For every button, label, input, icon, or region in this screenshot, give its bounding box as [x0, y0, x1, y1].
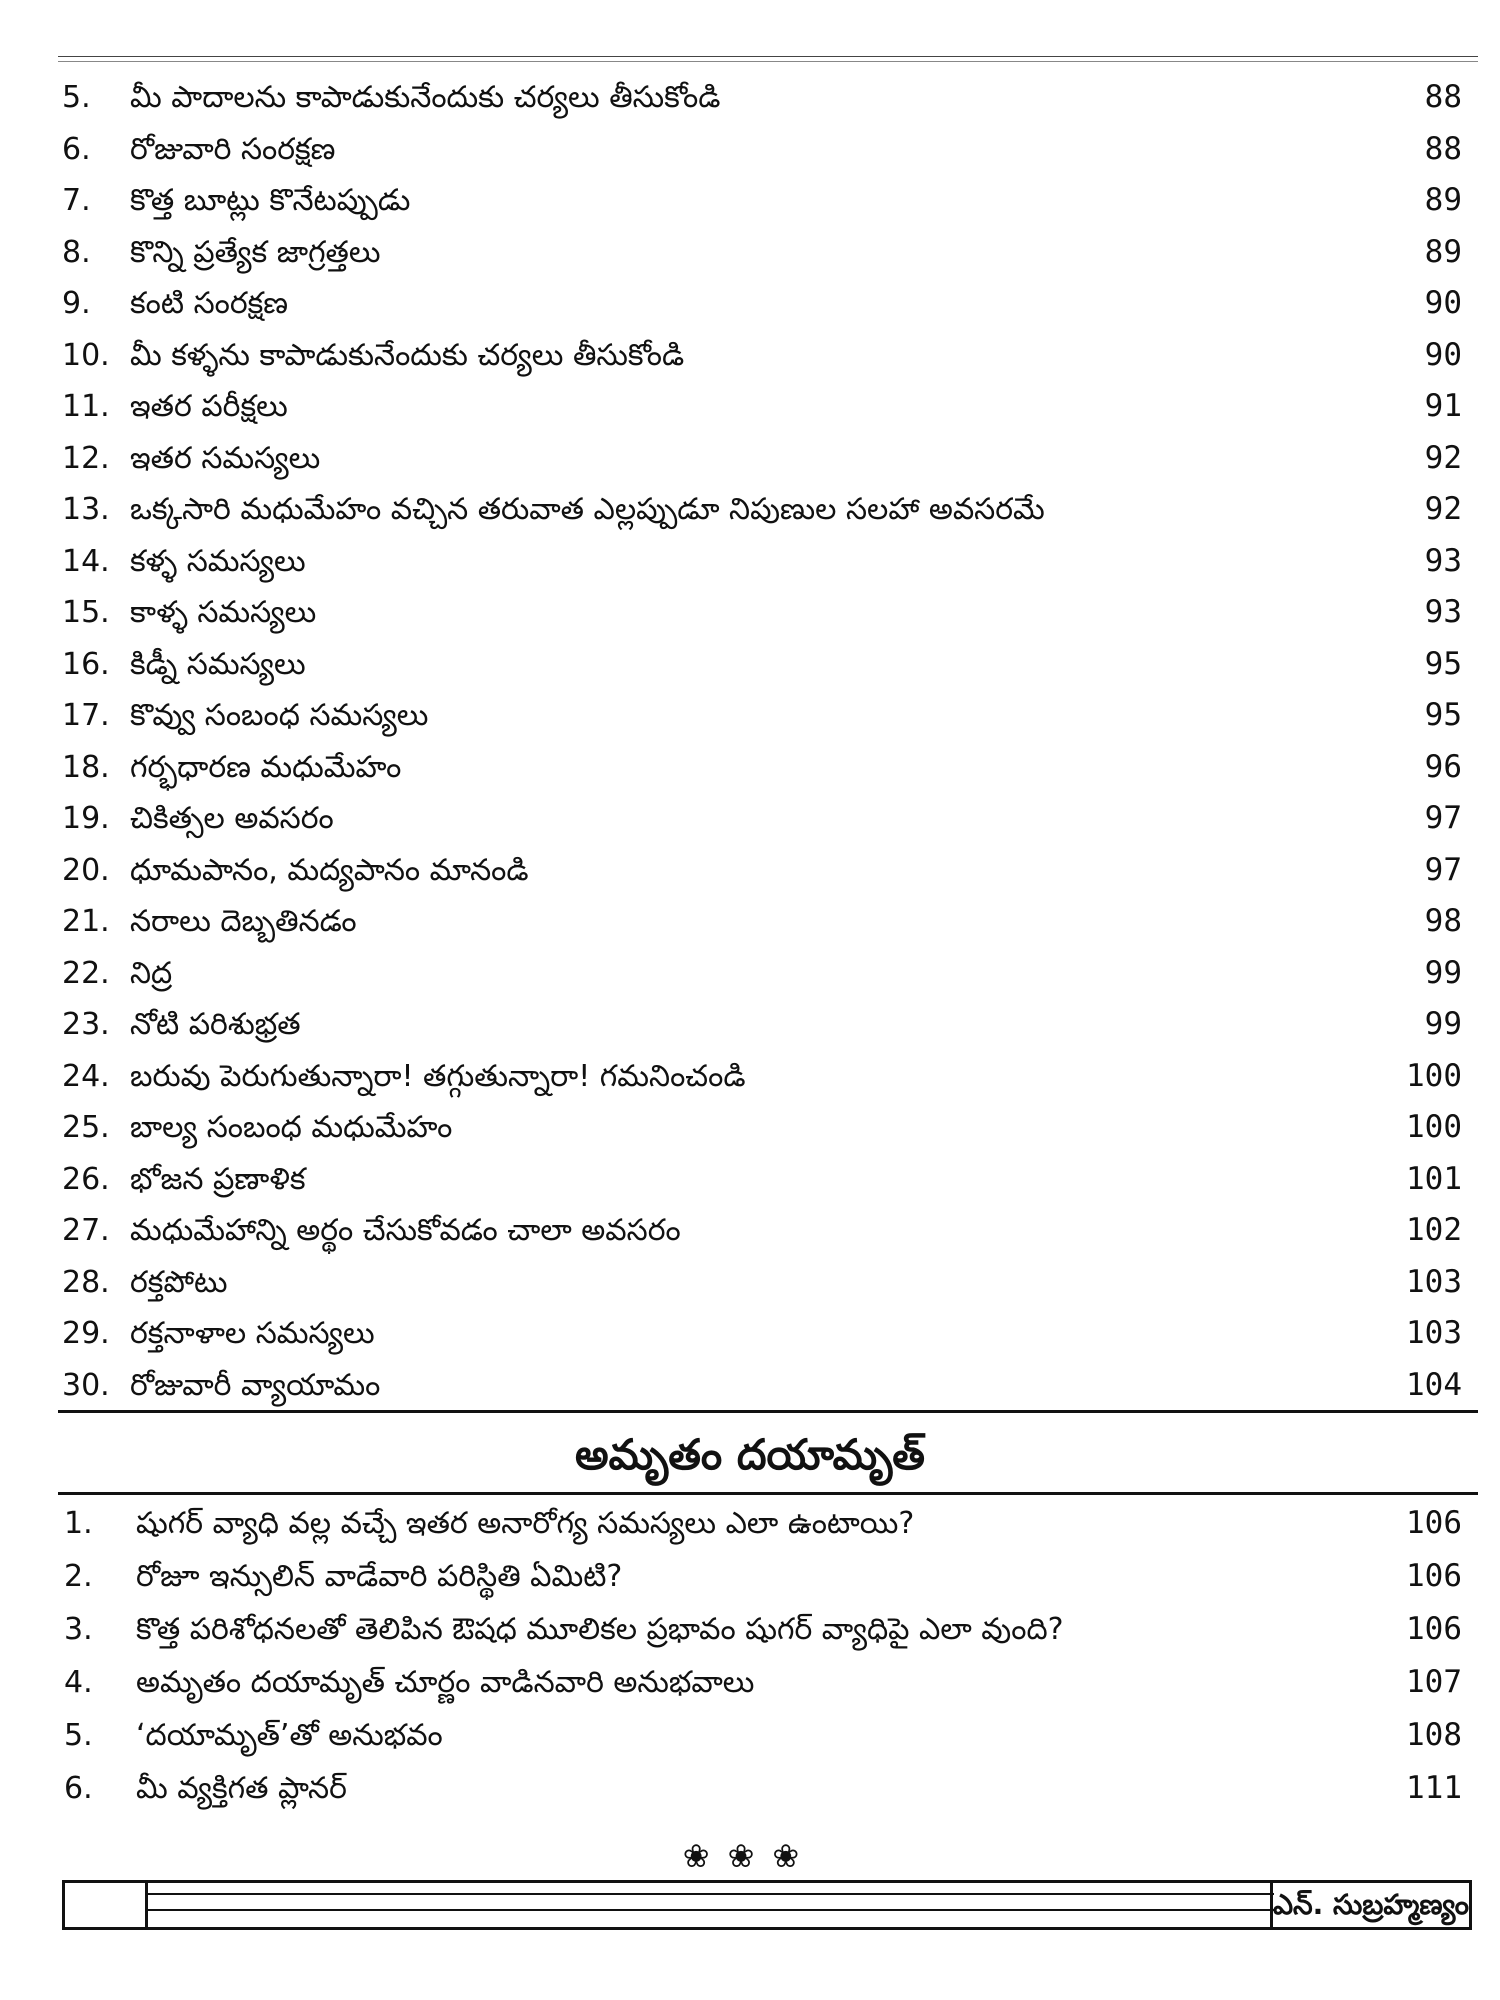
section-row: [58, 1656, 1468, 1709]
item-number: 28.: [62, 1264, 110, 1300]
item-page: 101: [1406, 1160, 1462, 1197]
item-number: 12.: [62, 440, 110, 476]
item-number: 5.: [64, 1718, 93, 1753]
item-title: కళ్ళ సమస్యలు: [130, 543, 306, 579]
item-title: చికిత్సల అవసరం: [130, 801, 334, 836]
item-number: 17.: [62, 698, 110, 733]
section-row: [58, 1603, 1468, 1656]
item-page: 100: [1406, 1109, 1462, 1145]
item-page: 103: [1406, 1315, 1462, 1351]
top-rule: [58, 56, 1478, 57]
item-page: 106: [1406, 1558, 1462, 1594]
item-title: మీ వ్యక్తిగత ప్లానర్: [136, 1771, 347, 1806]
author-name: ఎన్. సుబ్రహ్మణ్యం: [1270, 1883, 1469, 1927]
item-title: బరువు పెరుగుతున్నారా! తగ్గుతున్నారా! గమనించండి: [130, 1058, 746, 1094]
item-title: మీ పాదాలను కాపాడుకునేందుకు చర్యలు తీసుకోండి: [130, 80, 721, 115]
contents-row: [58, 948, 1468, 1000]
item-number: 10.: [62, 337, 110, 373]
item-page: 111: [1406, 1770, 1462, 1806]
item-number: 7.: [62, 183, 91, 218]
item-page: 92: [1424, 491, 1462, 527]
contents-row: [58, 536, 1468, 588]
item-page: 106: [1406, 1505, 1462, 1541]
item-title: నరాలు దెబ్బతినడం: [130, 904, 357, 939]
item-page: 88: [1424, 130, 1462, 167]
item-number: 6.: [62, 131, 91, 167]
item-number: 22.: [62, 955, 110, 991]
item-title: అమృతం దయామృత్ చూర్ణం వాడినవారి అనుభవాలు: [136, 1665, 755, 1700]
item-title: మీ కళ్ళను కాపాడుకునేందుకు చర్యలు తీసుకోండి: [130, 337, 685, 373]
item-title: గర్భధారణ మధుమేహం: [130, 749, 402, 785]
contents-row: [58, 227, 1468, 279]
item-page: 99: [1424, 954, 1462, 991]
item-number: 11.: [62, 389, 110, 424]
contents-row: [58, 278, 1468, 330]
item-page: 89: [1424, 233, 1462, 270]
item-number: 19.: [62, 801, 110, 836]
contents-row: [58, 1205, 1468, 1257]
item-number: 1.: [64, 1506, 93, 1541]
item-number: 6.: [64, 1771, 93, 1806]
item-number: 23.: [62, 1007, 110, 1042]
contents-row: [58, 1308, 1468, 1360]
item-title: కంటి సంరక్షణ: [130, 286, 289, 321]
contents-row: [58, 433, 1468, 485]
item-page: 89: [1424, 182, 1462, 218]
item-title: రక్తపోటు: [130, 1264, 228, 1300]
item-title: రోజూ ఇన్సులిన్ వాడేవారి పరిస్థితి ఏమిటి?: [136, 1559, 623, 1594]
item-page: 96: [1424, 748, 1462, 785]
item-title: రక్తనాళాల సమస్యలు: [130, 1316, 375, 1351]
footer-rule: [148, 1893, 1274, 1895]
item-number: 16.: [62, 646, 110, 682]
flower-ornament-icon: ❀❀❀: [682, 1837, 818, 1875]
item-title: కొత్త బూట్లు కొనేటప్పుడు: [130, 183, 411, 218]
item-title: రోజువారి సంరక్షణ: [130, 131, 336, 167]
contents-row: [58, 175, 1468, 227]
footer-rule: [148, 1909, 1274, 1911]
contents-row: [58, 381, 1468, 433]
item-number: 25.: [62, 1110, 110, 1145]
section-divider-lower: [58, 1492, 1478, 1495]
item-page: 93: [1424, 594, 1462, 630]
contents-row: [58, 1257, 1468, 1309]
contents-row: [58, 793, 1468, 845]
item-page: 92: [1424, 439, 1462, 476]
item-title: నిద్ర: [130, 955, 173, 991]
item-title: కొత్త పరిశోధనలతో తెలిపిన ఔషధ మూలికల ప్రభావం షుగర్ వ్యాధిపై ఎలా వుంది?: [136, 1612, 1064, 1647]
item-page: 102: [1406, 1212, 1462, 1248]
contents-row: [58, 896, 1468, 948]
item-page: 100: [1406, 1057, 1462, 1094]
item-page: 90: [1424, 336, 1462, 373]
item-title: మధుమేహాన్ని అర్థం చేసుకోవడం చాలా అవసరం: [130, 1213, 681, 1248]
footer-bar: [62, 1880, 1472, 1930]
item-page: 98: [1424, 903, 1462, 939]
contents-row: [58, 1102, 1468, 1154]
item-title: ధూమపానం, మద్యపానం మానండి: [130, 852, 529, 888]
section-contents-list: [58, 1497, 1468, 1815]
item-title: ‘దయామృత్’తో అనుభవం: [136, 1718, 443, 1753]
item-number: 13.: [62, 492, 110, 527]
section-row: [58, 1550, 1468, 1603]
item-page: 108: [1406, 1717, 1462, 1753]
item-page: 93: [1424, 542, 1462, 579]
item-title: నోటి పరిశుభ్రత: [130, 1007, 301, 1042]
item-page: 107: [1406, 1664, 1462, 1700]
item-page: 95: [1424, 697, 1462, 733]
item-number: 18.: [62, 749, 110, 785]
item-number: 27.: [62, 1213, 110, 1248]
item-title: షుగర్ వ్యాధి వల్ల వచ్చే ఇతర అనారోగ్య సమస్యలు ఎలా ఉంటాయి?: [136, 1506, 915, 1541]
section-heading: అమృతం దయామృత్: [575, 1430, 925, 1479]
section-row: [58, 1709, 1468, 1762]
item-number: 9.: [62, 286, 91, 321]
contents-row: [58, 639, 1468, 691]
item-page: 91: [1424, 388, 1462, 424]
item-title: భోజన ప్రణాళిక: [130, 1161, 306, 1197]
item-page: 104: [1406, 1366, 1462, 1403]
footer-page-box: [65, 1883, 148, 1927]
contents-row: [58, 124, 1468, 176]
contents-row: [58, 1360, 1468, 1412]
item-title: కిడ్నీ సమస్యలు: [130, 646, 306, 682]
item-page: 97: [1424, 800, 1462, 836]
item-page: 103: [1406, 1263, 1462, 1300]
contents-row: [58, 690, 1468, 742]
item-title: రోజువారీ వ్యాయామం: [130, 1367, 381, 1403]
contents-row: [58, 742, 1468, 794]
section-divider: [58, 1410, 1478, 1413]
item-number: 4.: [64, 1665, 93, 1700]
section-row: [58, 1762, 1468, 1815]
item-number: 20.: [62, 852, 110, 888]
item-title: కొవ్వు సంబంధ సమస్యలు: [130, 698, 429, 733]
item-number: 21.: [62, 904, 110, 939]
item-number: 5.: [62, 80, 91, 115]
item-page: 99: [1424, 1006, 1462, 1042]
item-number: 8.: [62, 234, 91, 270]
contents-row: [58, 999, 1468, 1051]
item-title: కాళ్ళ సమస్యలు: [130, 595, 317, 630]
item-page: 97: [1424, 851, 1462, 888]
contents-row: [58, 845, 1468, 897]
item-number: 29.: [62, 1316, 110, 1351]
item-number: 14.: [62, 543, 110, 579]
section-row: [58, 1497, 1468, 1550]
item-page: 90: [1424, 285, 1462, 321]
item-page: 106: [1406, 1611, 1462, 1647]
item-number: 2.: [64, 1559, 93, 1594]
contents-row: [58, 587, 1468, 639]
item-title: ఒక్కసారి మధుమేహం వచ్చిన తరువాత ఎల్లప్పుడూ నిపుణుల సలహా అవసరమే: [130, 492, 1045, 527]
item-number: 15.: [62, 595, 110, 630]
item-number: 3.: [64, 1612, 93, 1647]
item-title: ఇతర పరీక్షలు: [130, 389, 288, 424]
contents-row: [58, 72, 1468, 124]
item-page: 88: [1424, 79, 1462, 115]
item-number: 26.: [62, 1161, 110, 1197]
item-title: కొన్ని ప్రత్యేక జాగ్రత్తలు: [130, 234, 381, 270]
contents-row: [58, 1154, 1468, 1206]
contents-row: [58, 330, 1468, 382]
footer-rule-band: [148, 1883, 1274, 1927]
contents-row: [58, 484, 1468, 536]
top-rule-thin: [58, 61, 1478, 62]
item-title: బాల్య సంబంధ మధుమేహం: [130, 1110, 453, 1145]
contents-row: [58, 1051, 1468, 1103]
contents-list: [58, 72, 1468, 1411]
item-page: 95: [1424, 645, 1462, 682]
item-number: 30.: [62, 1367, 110, 1403]
item-number: 24.: [62, 1058, 110, 1094]
item-title: ఇతర సమస్యలు: [130, 440, 321, 476]
